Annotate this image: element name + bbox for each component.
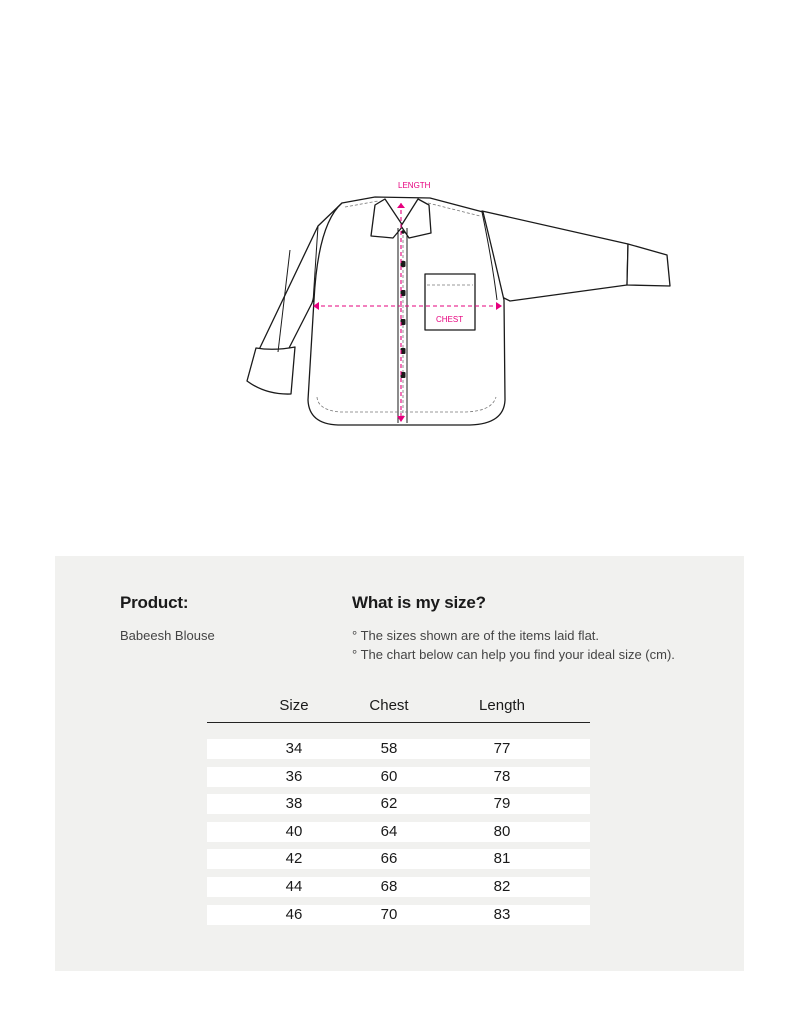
- size-cell: 38: [285, 795, 303, 813]
- length-cell: 80: [493, 822, 511, 840]
- size-note: ° The chart below can help you find your ideal size (cm).: [352, 647, 675, 662]
- chest-cell: 58: [380, 740, 398, 757]
- table-body: [207, 739, 590, 925]
- table-row: [207, 905, 590, 925]
- chest-cell: 66: [380, 850, 398, 868]
- table-row: [207, 822, 590, 842]
- product-name: Babeesh Blouse: [120, 628, 215, 643]
- chest-cell: 64: [380, 822, 398, 840]
- length-cell: 82: [493, 877, 511, 895]
- header-size: Size: [279, 697, 309, 714]
- size-cell: 46: [285, 905, 303, 923]
- length-cell: 78: [493, 767, 511, 785]
- size-info-panel: [55, 556, 744, 971]
- length-label: LENGTH: [398, 181, 431, 190]
- header-length: Length: [479, 697, 525, 714]
- chest-label: CHEST: [436, 315, 464, 324]
- length-cell: 83: [493, 905, 511, 923]
- length-cell: 77: [493, 740, 511, 757]
- table-row: [207, 877, 590, 897]
- header-chest: Chest: [369, 697, 409, 714]
- table-header: [207, 692, 590, 723]
- length-cell: 81: [493, 850, 511, 868]
- size-cell: 44: [285, 877, 303, 895]
- product-heading: Product:: [120, 593, 189, 612]
- table-row: [207, 739, 590, 759]
- size-cell: 34: [285, 740, 303, 757]
- chest-cell: 62: [380, 795, 398, 813]
- table-row: [207, 767, 590, 787]
- right-sleeve: [482, 211, 628, 301]
- chest-cell: 70: [380, 905, 398, 923]
- chest-cell: 60: [380, 767, 398, 785]
- size-cell: 42: [285, 850, 303, 868]
- left-cuff: [247, 347, 295, 394]
- size-heading: What is my size?: [352, 593, 486, 612]
- chest-cell: 68: [380, 877, 398, 895]
- size-table: [207, 692, 590, 932]
- size-cell: 40: [285, 822, 303, 840]
- size-note: ° The sizes shown are of the items laid flat.: [352, 628, 600, 643]
- right-cuff: [627, 244, 670, 286]
- length-cell: 79: [493, 795, 511, 813]
- table-row: [207, 849, 590, 869]
- size-cell: 36: [285, 767, 303, 785]
- table-row: [207, 794, 590, 814]
